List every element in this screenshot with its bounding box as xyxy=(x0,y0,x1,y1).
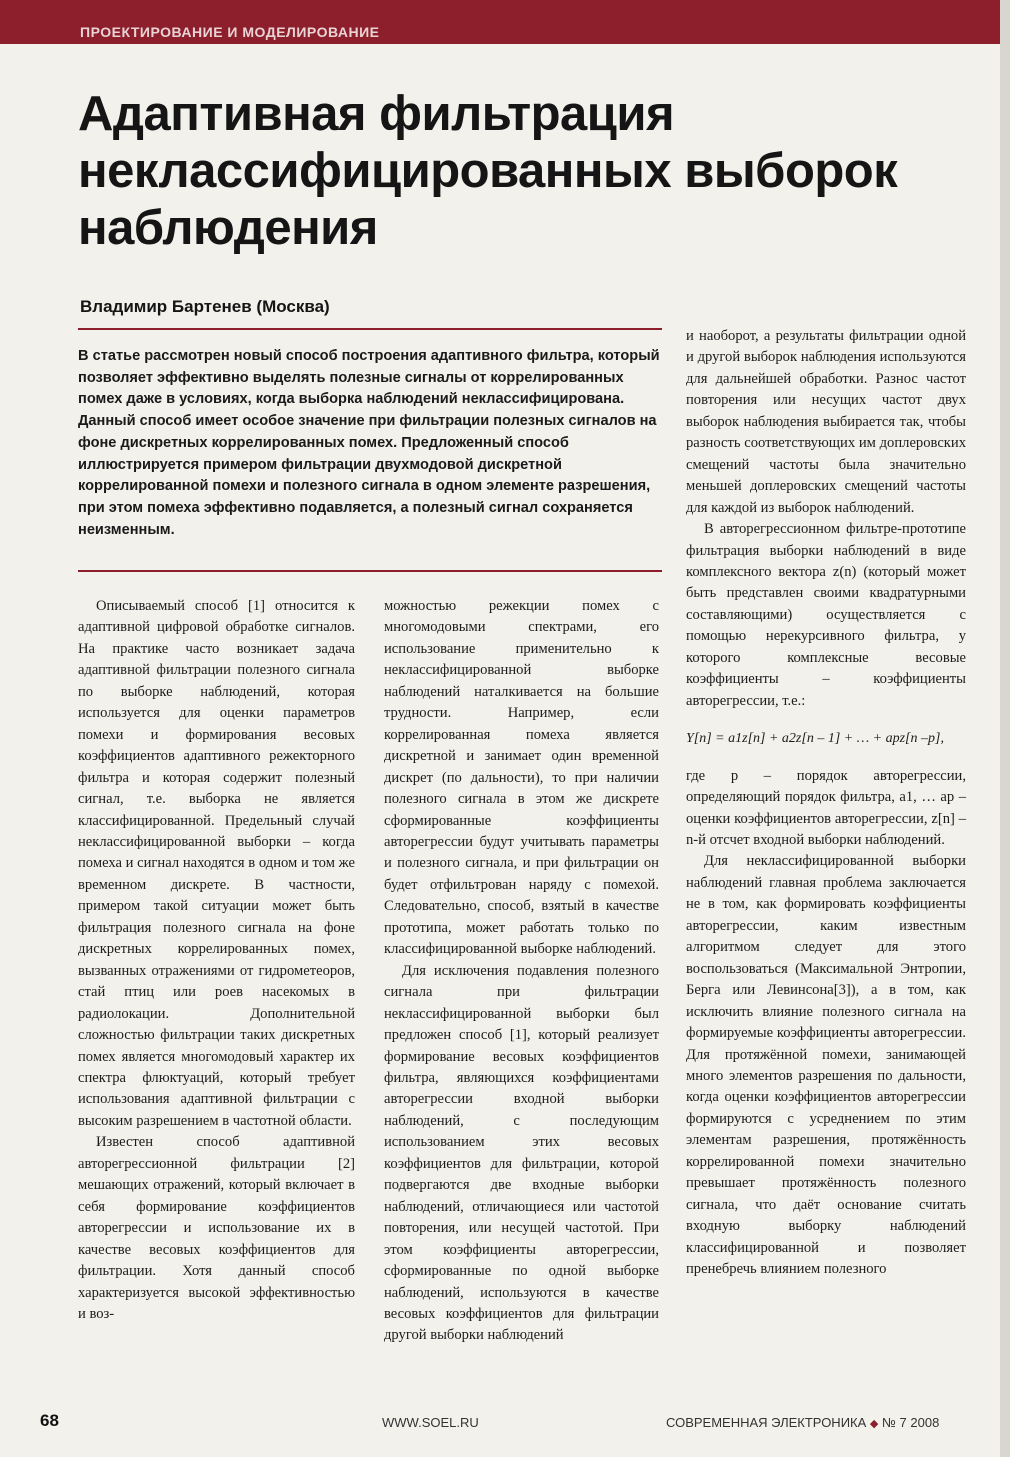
section-header-bar xyxy=(0,0,1010,44)
paragraph: Известен способ адаптивной авторегрессионной фильтрации [2] мешающих отражений, который включает в себя формирование коэффициентов авторегрессии и использование их в качестве весовых коэффициентов для фильтрации. Хотя данный способ характеризуется высокой эффективностью и воз- xyxy=(78,1134,355,1322)
page-number: 68 xyxy=(40,1411,59,1430)
footer-website: WWW.SOEL.RU xyxy=(382,1415,479,1430)
body-column-1 xyxy=(78,596,355,1325)
journal-name: СОВРЕМЕННАЯ ЭЛЕКТРОНИКА xyxy=(666,1415,867,1430)
issue-number: № 7 2008 xyxy=(882,1415,940,1430)
section-rubric: ПРОЕКТИРОВАНИЕ И МОДЕЛИРОВАНИЕ xyxy=(80,24,380,40)
article-abstract: В статье рассмотрен новый способ построения адаптивного фильтра, который позволяет эффективно выделять полезные сигналы от коррелированных помех даже в условиях, когда выборка наблюдений неклассифицирована. Данный способ имеет особое значение при фильтрации полезных сигналов на фоне дискретных коррелированных помех. Предложенный способ иллюстрируется примером фильтрации двухмодовой дискретной коррелированной помехи и полезного сигнала в одном элементе разрешения, при этом помеха эффективно подавляется, а полезный сигнал сохраняется неизменным. xyxy=(78,348,660,538)
body-column-3 xyxy=(686,326,966,1280)
paragraph: Описываемый способ [1] относится к адаптивной цифровой обработке сигналов. На практике часто возникает задача адаптивной фильтрации полезного сигнала по выборке наблюдений, которая используется для оценки параметров помехи и формирования весовых коэффициентов адаптивного режекторного фильтра и которая содержит полезный сигнал, т.е. выборка не является классифицированной. Предельный случай неклассифицированной выборки – когда помеха и сигнал находятся в одном и том же временном дискрете. В частности, примером такой ситуации может быть фильтрация полезного сигнала на фоне дискретных коррелированных помех, вызванных отражениями от гидрометеоров, стай птиц или роев насекомых в радиолокации. Дополнительной сложностью фильтрации таких дискретных помех является многомодовый характер их спектра флюктуаций, который требует использования адаптивной фильтрации с высоким разрешением в частотной области. xyxy=(78,598,355,1129)
paragraph: и наоборот, а результаты фильтрации одной и другой выборок наблюдения используются для дальнейшей обработки. Разнос частот повторения или несущих частот двух выборок наблюдения выбирается так, чтобы разность соответствующих им доплеровских смещений частоты была значительно меньшей доплеровских смещений частоты для каждой из выборок наблюдений. xyxy=(686,328,966,516)
page-edge xyxy=(1000,0,1010,1457)
paragraph: где p – порядок авторегрессии, определяющий порядок фильтра, a1, … ap – оценки коэффициентов авторегрессии, z[n] – n-й отсчет входной выборки наблюдений. xyxy=(686,767,966,848)
paragraph: Для исключения подавления полезного сигнала при фильтрации неклассифицированной выборки был предложен способ [1], который реализует формирование весовых коэффициентов фильтра, являющихся коэффициентами авторегрессии входной выборки наблюдений, с последующим использованием этих весовых коэффициентов для фильтрации, которой подвергаются две входные выборки наблюдений, отличающиеся или частотой повторения, или несущей частотой. При этом коэффициенты авторегрессии, сформированные по одной выборке наблюдений, используются в качестве весовых коэффициентов для фильтрации другой выборки наблюдений xyxy=(384,962,659,1344)
paragraph: В авторегрессионном фильтре-прототипе фильтрация выборки наблюдений в виде комплексного вектора z(n) (который может быть представлен своими квадратурными составляющими) осуществляется с помощью нерекурсивного фильтра, у которого комплексные весовые коэффициенты – коэффициенты авторегрессии, т.е.: xyxy=(686,521,966,709)
diamond-icon: ◆ xyxy=(869,1418,879,1430)
article-author: Владимир Бартенев (Москва) xyxy=(80,297,330,316)
autoregression-formula: Y[n] = a1z[n] + a2z[n – 1] + … + apz[n –p], xyxy=(686,731,944,747)
abstract-top-rule xyxy=(78,328,662,330)
footer-journal xyxy=(666,1415,939,1430)
article-title: Адаптивная фильтрация неклассифицированных выборок наблюдения xyxy=(78,87,898,255)
body-column-2 xyxy=(384,596,659,1347)
paragraph: можностью режекции помех с многомодовыми спектрами, его использование применительно к неклассифицированной выборке наблюдений наталкивается на большие трудности. Например, если коррелированная помеха является дискретной и занимает один временной дискрет (по дальности), то при наличии полезного сигнала в этом же дискрете сформированные коэффициенты авторегрессии будут учитывать параметры и полезного сигнала, и при фильтрации он будет отфильтрован наряду с помехой. Следовательно, способ, взятый в качестве прототипа, может работать только по классифицированной выборке наблюдений. xyxy=(384,598,659,958)
paragraph: Для неклассифицированной выборки наблюдений главная проблема заключается не в том, как формировать коэффициенты авторегрессии, каким известным алгоритмом следует для этого воспользоваться (Максимальной Энтропии, Берга или Левинсона[3]), а в том, как исключить влияние полезного сигнала на формируемые коэффициенты авторегрессии. Для протяжённой помехи, занимающей много элементов разрешения по дальности, когда оценки коэффициентов авторегрессии формируются с усреднением по этим элементам разрешения, протяжённость коррелированной помехи значительно превышает протяжённость полезного сигнала, что даёт основание считать входную выборку наблюдений классифицированной и позволяет пренебречь влиянием полезного xyxy=(686,853,966,1278)
abstract-bottom-rule xyxy=(78,570,662,572)
